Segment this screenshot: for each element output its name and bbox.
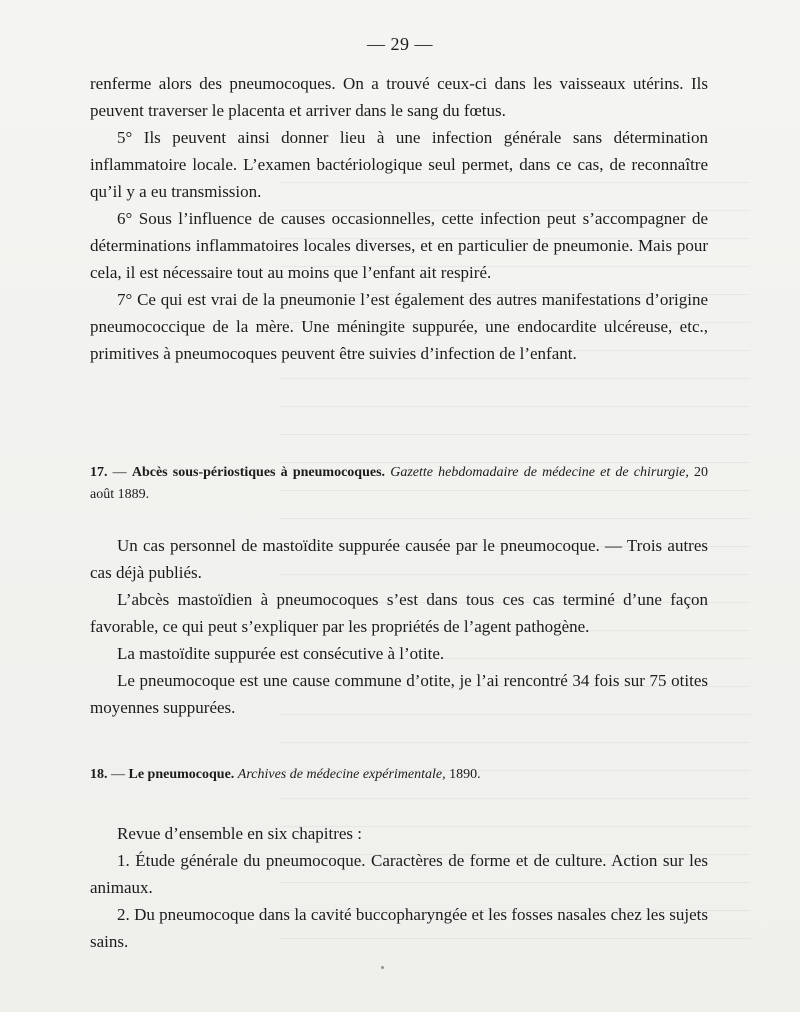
page-number: — 29 — bbox=[367, 34, 433, 54]
entry-date: 1890. bbox=[449, 767, 481, 782]
bibliography-entry-17 bbox=[90, 462, 708, 506]
entry-source: Archives de médecine expérimentale, bbox=[237, 767, 446, 782]
paragraph-5: Un cas personnel de mastoïdite suppurée causée par le pneumocoque. — Trois autres cas déjà publiés. bbox=[90, 536, 708, 582]
entry-number: 18. bbox=[90, 767, 108, 782]
entry-title: Abcès sous-périostiques à pneumocoques. bbox=[131, 465, 386, 480]
paragraph-3: 6° Sous l’influence de causes occasionnelles, cette infection peut s’accompagner de déterminations inflammatoires locales diverses, et en particulier de pneumonie. Mais pour cela, il est nécessaire tout au moins que l’enfant ait respiré. bbox=[90, 209, 708, 282]
text-block-1 bbox=[90, 70, 708, 367]
entry-dash: — bbox=[107, 465, 132, 480]
paragraph-8: Le pneumocoque est une cause commune d’otite, je l’ai rencontré 34 fois sur 75 otites moyennes suppurées. bbox=[90, 671, 708, 717]
entry-number: 17. bbox=[90, 465, 108, 480]
entry-title: Le pneumocoque. bbox=[128, 767, 235, 782]
text-block-3 bbox=[90, 820, 708, 955]
text-block-2 bbox=[90, 532, 708, 721]
entry-date: 20 août 1889. bbox=[90, 465, 709, 502]
paragraph-6: L’abcès mastoïdien à pneumocoques s’est dans tous ces cas terminé d’une façon favorable, ce qui peut s’expliquer par les propriétés de l’agent pathogène. bbox=[90, 590, 708, 636]
paragraph-11: 2. Du pneumocoque dans la cavité buccopharyngée et les fosses nasales chez les sujets sains. bbox=[90, 905, 708, 951]
paragraph-10: 1. Étude générale du pneumocoque. Caractères de forme et de culture. Action sur les animaux. bbox=[90, 851, 708, 897]
bibliography-entry-18 bbox=[90, 764, 708, 786]
paragraph-2: 5° Ils peuvent ainsi donner lieu à une infection générale sans détermination inflammatoire locale. L’examen bactériologique seul permet, dans ce cas, de reconnaître qu’il y a eu transmission. bbox=[90, 128, 708, 201]
paragraph-4: 7° Ce qui est vrai de la pneumonie l’est également des autres manifestations d’origine pneumococcique de la mère. Une méningite suppurée, une endocardite ulcéreuse, etc., primitives à pneumocoques peuvent être suivies d’infection de l’enfant. bbox=[90, 290, 708, 363]
paragraph-7: La mastoïdite suppurée est consécutive à l’otite. bbox=[117, 644, 445, 663]
ink-speck bbox=[381, 966, 384, 969]
entry-source: Gazette hebdomadaire de médecine et de chirurgie, bbox=[390, 465, 689, 480]
entry-dash: — bbox=[107, 767, 129, 782]
paragraph-1: renferme alors des pneumocoques. On a trouvé ceux-ci dans les vaisseaux utérins. Ils peuvent traverser le placenta et arriver dans le sang du fœtus. bbox=[90, 74, 708, 120]
paragraph-9: Revue d’ensemble en six chapitres : bbox=[117, 824, 363, 843]
